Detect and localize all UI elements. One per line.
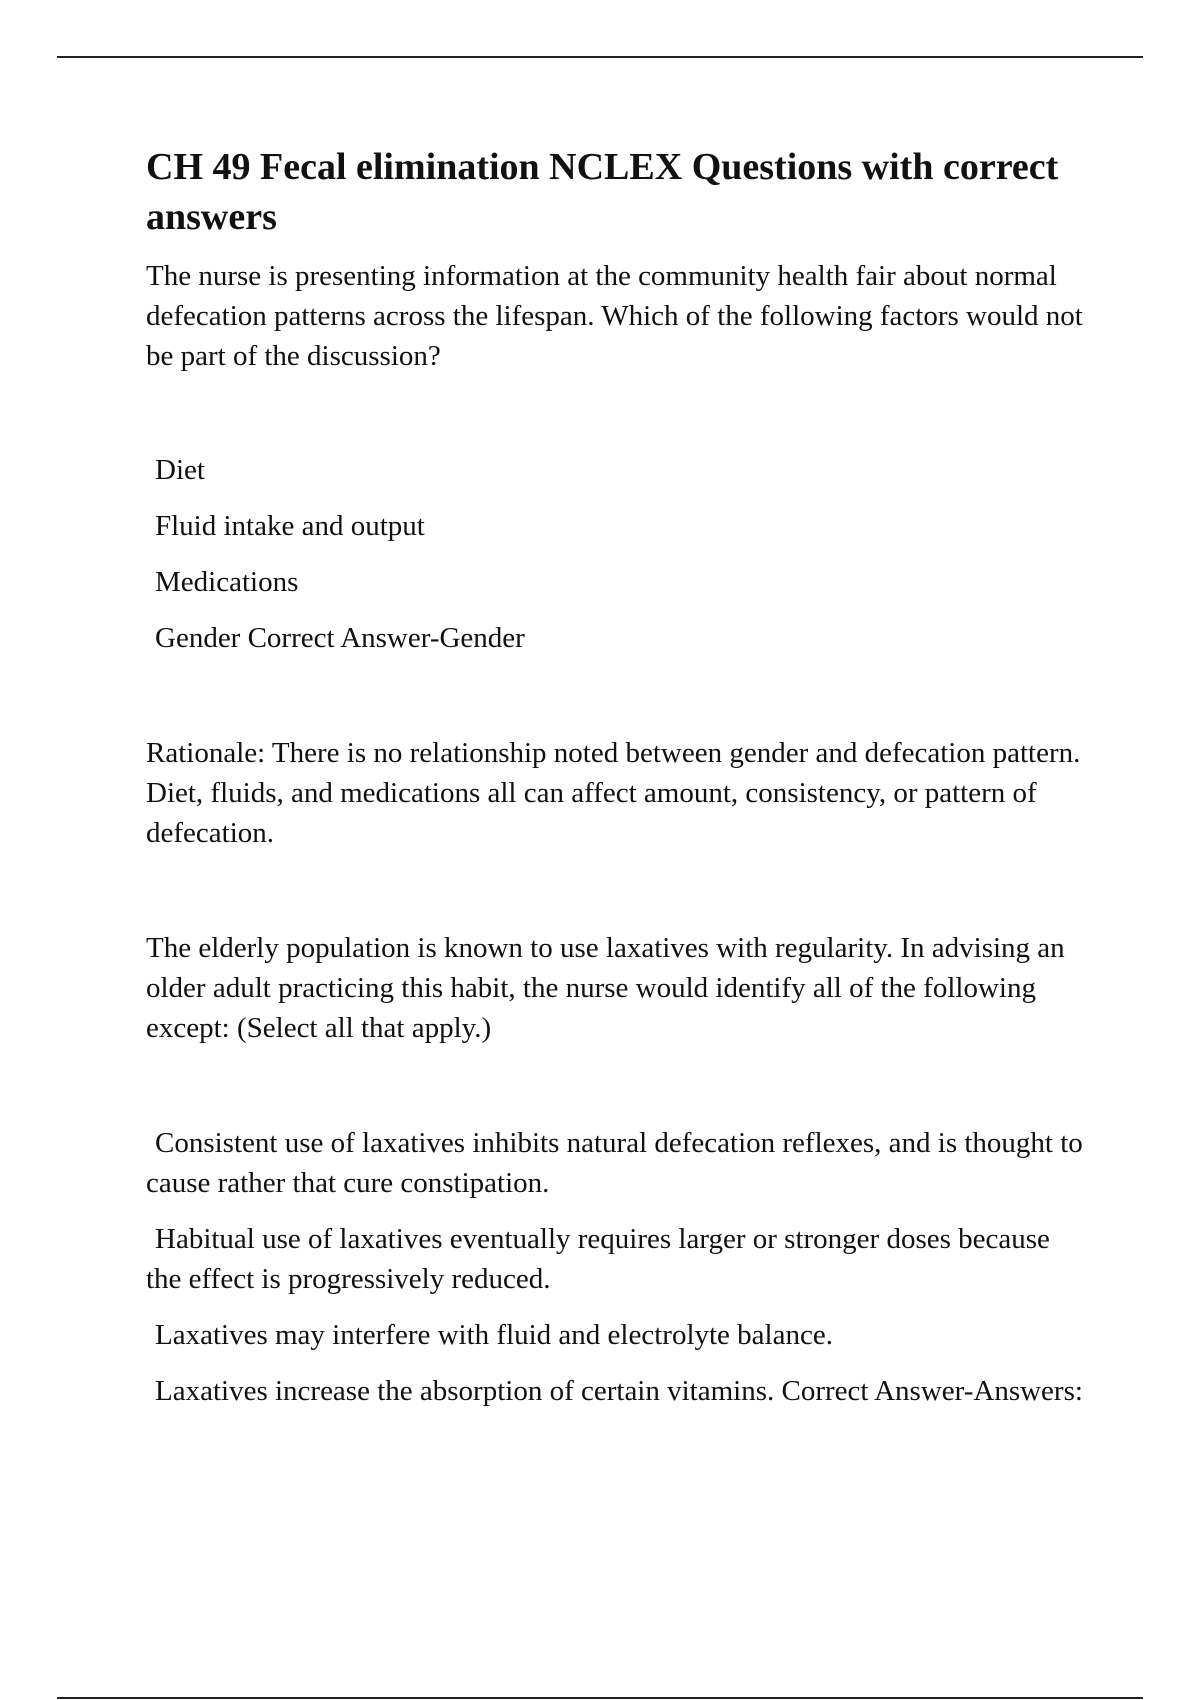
question-2-option-answer: Laxatives increase the absorption of certain vitamins. Correct Answer-Answers: <box>155 1375 1083 1407</box>
footer-rule <box>57 1697 1143 1699</box>
question-1-option: Medications <box>155 566 299 598</box>
header-rule <box>57 56 1143 58</box>
document-title: CH 49 Fecal elimination NCLEX Questions with correct answers <box>146 146 1059 238</box>
question-1-option: Diet <box>155 454 205 486</box>
question-2-option: Consistent use of laxatives inhibits natural defecation reflexes, and is thought to cause rather that cure constipation. <box>146 1127 1083 1199</box>
question-2-option: Habitual use of laxatives eventually requires larger or stronger doses because the effect is progressively reduced. <box>146 1223 1050 1295</box>
question-1-option-answer: Gender Correct Answer-Gender <box>155 622 525 654</box>
document-body <box>146 142 1086 1427</box>
question-1-option: Fluid intake and output <box>155 510 425 542</box>
question-1-stem: The nurse is presenting information at the community health fair about normal defecation patterns across the lifespan. Which of the following factors would not be part of the discussion? <box>146 260 1083 372</box>
question-2-stem: The elderly population is known to use laxatives with regularity. In advising an older adult practicing this habit, the nurse would identify all of the following except: (Select all that apply.) <box>146 932 1065 1044</box>
question-2-option: Laxatives may interfere with fluid and electrolyte balance. <box>155 1319 833 1351</box>
question-1-rationale: Rationale: There is no relationship noted between gender and defecation pattern. Diet, fluids, and medications all can affect amount, consistency, or pattern of defecation. <box>146 737 1081 849</box>
